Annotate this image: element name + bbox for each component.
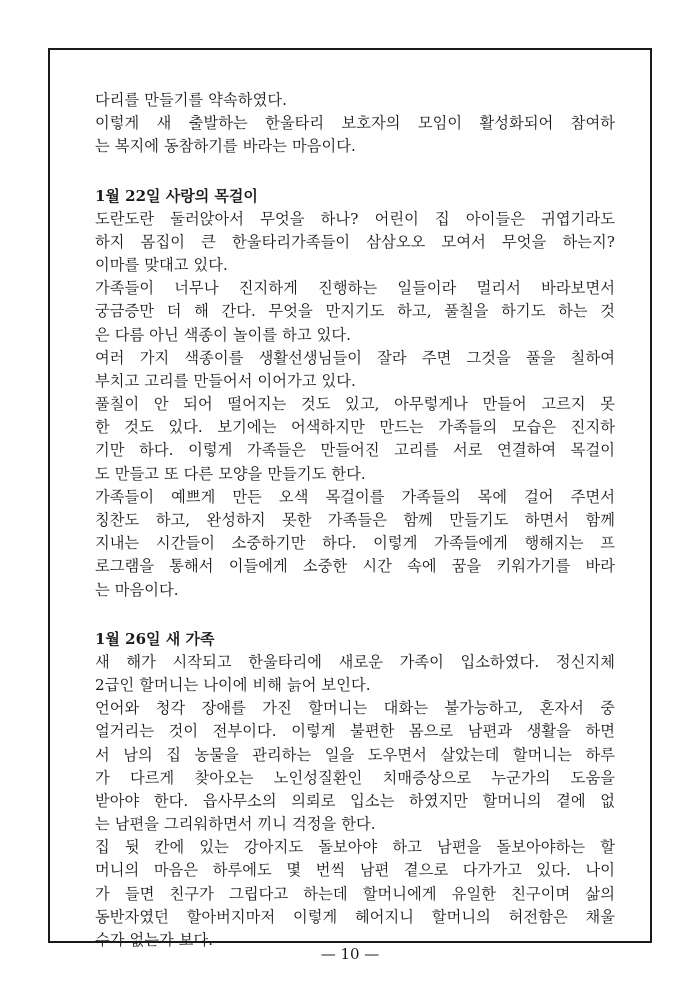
- text-line: 부치고 고리를 만들어서 이어가고 있다.: [95, 371, 356, 390]
- text-line: 이마를 맞대고 있다.: [95, 255, 228, 274]
- text-line: 는 마음이다.: [95, 580, 179, 599]
- text-line: 는 남편을 그리워하면서 끼니 걱정을 한다.: [95, 815, 376, 834]
- text-line: 새 해가 시작되고 한울타리에 새로운 가족이 입소하였다. 정신지체: [95, 652, 615, 671]
- text-line: 는 복지에 동참하기를 바라는 마음이다.: [95, 137, 356, 156]
- text-line: 기만 하다. 이렇게 가족들은 만들어진 고리를 서로 연결하여 목걸이: [95, 441, 615, 460]
- diary-entry: [95, 627, 615, 952]
- text-line: 지내는 시간들이 소중하기만 하다. 이렇게 가족들에게 행해지는 프: [95, 534, 615, 553]
- diary-entry: [95, 184, 615, 602]
- text-line: 서 남의 집 농물을 관리하는 일을 도우면서 살았는데 할머니는 하루: [95, 745, 615, 764]
- text-line: 가 다르게 찾아오는 노인성질환인 치매증상으로 누군가의 도움을: [95, 768, 615, 787]
- text-line: 칭찬도 하고, 완성하지 못한 가족들은 함께 만들기도 하면서 함께: [95, 511, 615, 529]
- text-line: 가족들이 예쁘게 만든 오색 목걸이를 가족들의 목에 걸어 주면서: [95, 487, 615, 506]
- text-line: 받아야 한다. 읍사무소의 의뢰로 입소는 하였지만 할머니의 곁에 없: [95, 791, 615, 810]
- text-line: 이렇게 새 출발하는 한울타리 보호자의 모임이 활성화되어 참여하: [95, 114, 615, 133]
- text-line: 가족들이 너무나 진지하게 진행하는 일들이라 멀리서 바라보면서: [95, 279, 615, 298]
- text-line: 풀칠이 안 되어 떨어지는 것도 있고, 아무렇게나 만들어 고르지 못: [95, 395, 615, 414]
- text-line: 언어와 청각 장애를 가진 할머니는 대화는 불가능하고, 혼자서 중: [95, 699, 615, 718]
- text-line: 얼거리는 것이 전부이다. 이렇게 불편한 몸으로 남편과 생활을 하면: [95, 722, 615, 741]
- text-line: 수가 없는가 보다.: [95, 931, 214, 949]
- text-line: 머니의 마음은 하루에도 몇 번씩 남편 곁으로 다가가고 있다. 나이: [95, 861, 615, 880]
- text-line: 은 다름 아닌 색종이 놀이를 하고 있다.: [95, 325, 352, 344]
- text-line: 로그램을 통해서 이들에게 소중한 시간 속에 꿈을 키워가기를 바라: [95, 557, 615, 576]
- text-line: 2급인 할머니는 나이에 비해 늙어 보인다.: [95, 675, 371, 694]
- text-line: 도 만들고 또 다른 모양을 만들기도 한다.: [95, 464, 366, 483]
- text-line: 한 것도 있다. 보기에는 어색하지만 만드는 가족들의 모습은 진지하: [95, 418, 615, 437]
- text-line: 여러 가지 색종이를 생활선생님들이 잘라 주면 그것을 풀을 칠하여: [95, 348, 615, 367]
- entry-heading: 1월 22일 사랑의 목걸이: [95, 186, 258, 205]
- text-line: 도란도란 둘러앉아서 무엇을 하나? 어린이 집 아이들은 귀엽기라도: [95, 209, 615, 228]
- intro-paragraph: [95, 89, 615, 159]
- page-body: [95, 89, 615, 977]
- text-line: 집 뒷 칸에 있는 강아지도 돌보아야 하고 남편을 돌보아야하는 할: [95, 838, 615, 857]
- text-line: 동반자였던 할아버지마저 이렇게 헤어지니 할머니의 허전함은 채울: [95, 907, 615, 926]
- text-line: 궁금증만 더 해 간다. 무엇을 만지기도 하고, 풀칠을 하기도 하는 것: [95, 302, 615, 321]
- entry-heading: 1월 26일 새 가족: [95, 629, 215, 648]
- text-line: 하지 몸집이 큰 한울타리가족들이 삼삼오오 모여서 무엇을 하는지?: [95, 232, 615, 251]
- text-line: 다리를 만들기를 약속하였다.: [95, 91, 288, 109]
- text-line: 가 들면 친구가 그립다고 하는데 할머니에게 유일한 친구이며 삶의: [95, 884, 615, 903]
- page-number: — 10 —: [320, 945, 380, 963]
